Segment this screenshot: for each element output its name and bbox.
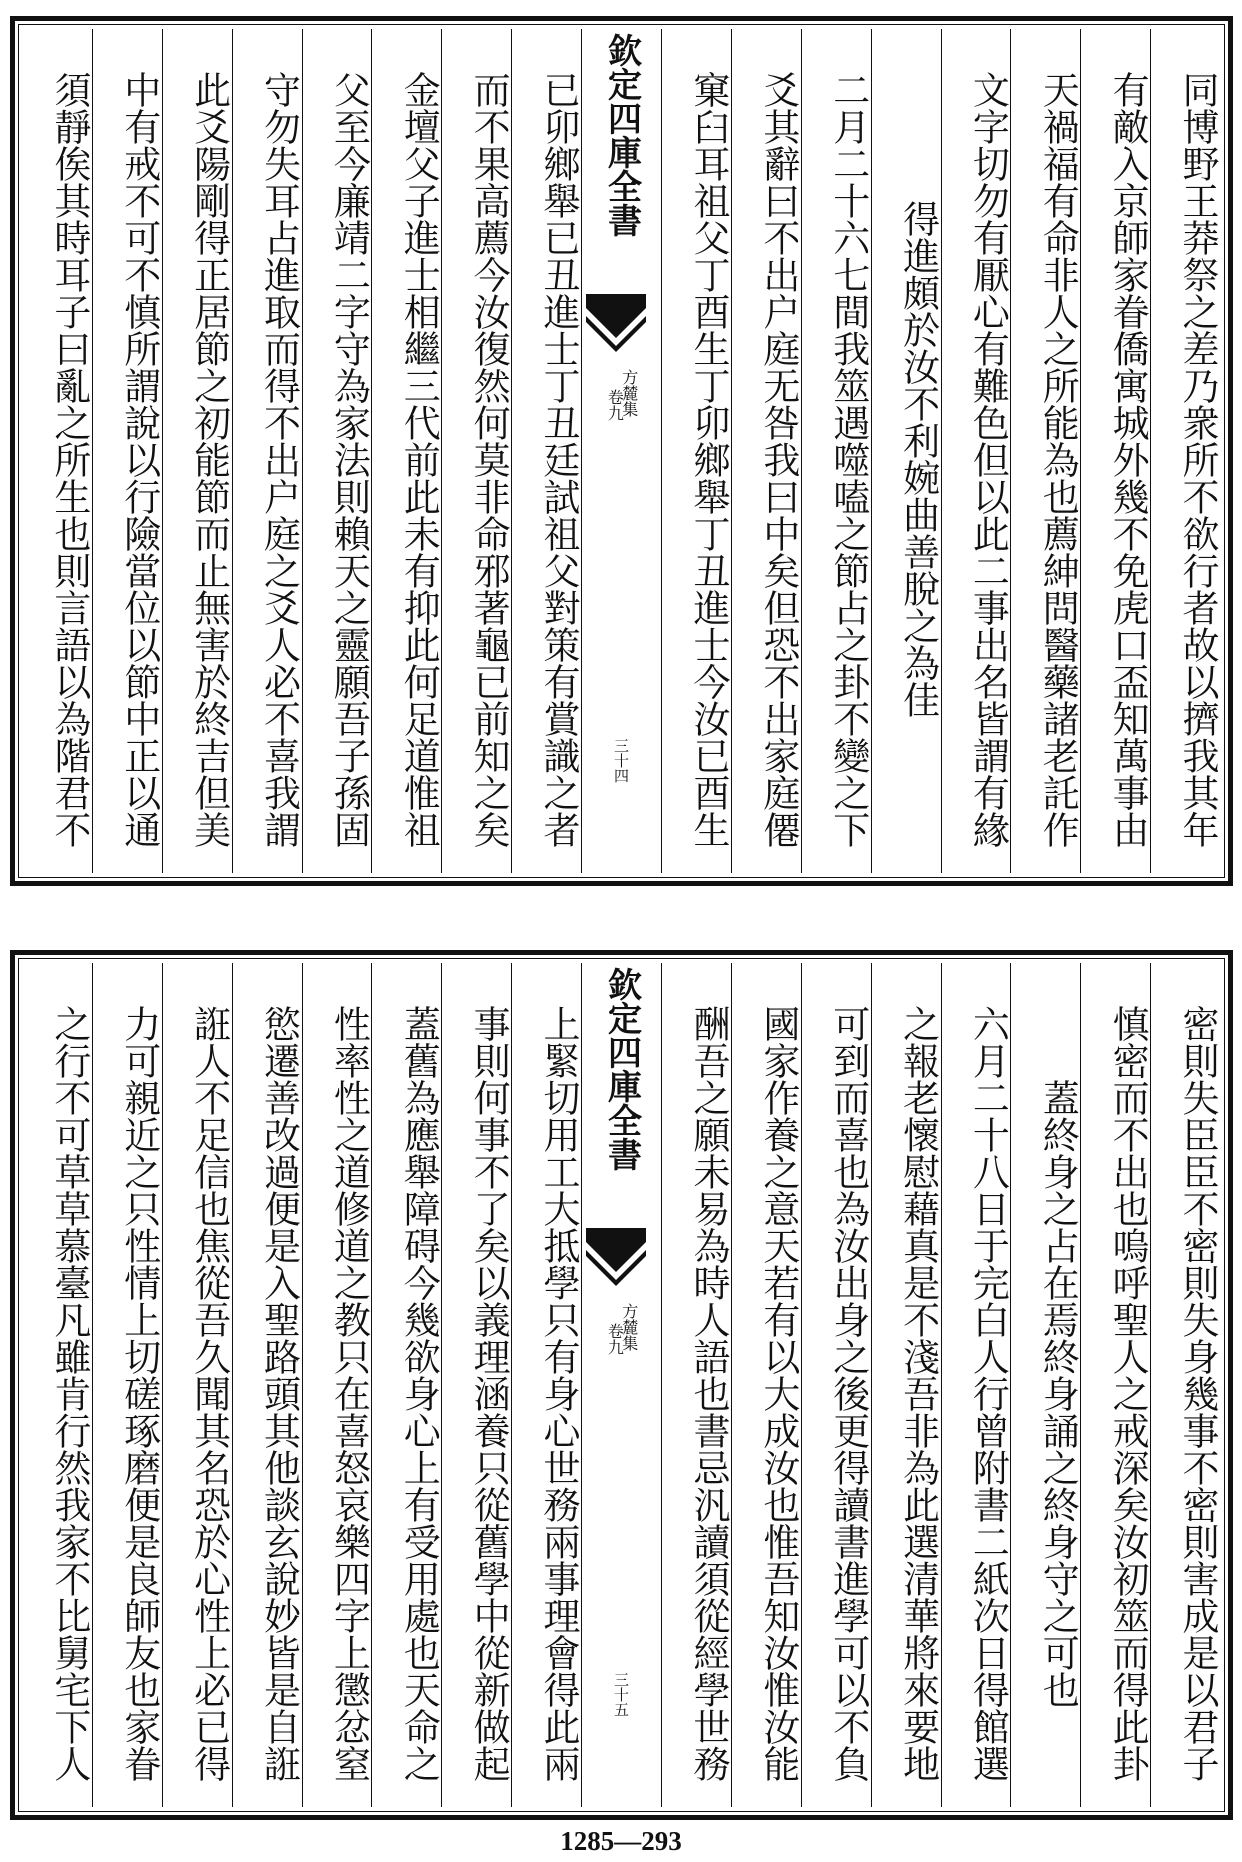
bottom-columns — [23, 963, 1220, 1807]
text-column: 力可親近之只性情上切磋琢磨便是良師友也家眷 — [92, 963, 162, 1807]
text-column: 父至今廉靖二字守為家法則賴天之靈願吾子孫固 — [302, 29, 372, 873]
text-column: 六月二十八日于完白人行曾附書二紙次日得館選 — [941, 963, 1011, 1807]
page-number: 三十四 — [612, 738, 631, 783]
text-column: 國家作養之意天若有以大成汝也惟吾知汝惟汝能 — [731, 963, 801, 1807]
text-column: 密則失臣臣不密則失身幾事不密則害成是以君子 — [1150, 963, 1220, 1807]
page-number: 三十五 — [612, 1672, 631, 1717]
text-column: 事則何事不了矣以義理涵養只從舊學中從新做起 — [441, 963, 511, 1807]
text-column: 性率性之道修道之教只在喜怒哀樂四字上懲忿窒 — [302, 963, 372, 1807]
book-title: 欽定四庫全書 — [601, 33, 642, 237]
text-column: 之報老懷慰藉真是不淺吾非為此選清華將來要地 — [871, 963, 941, 1807]
center-margin-column — [581, 963, 661, 1807]
page-footer-number: 1285—293 — [560, 1826, 682, 1856]
center-margin-column — [581, 29, 661, 873]
text-column: 窠臼耳祖父丁酉生丁卯鄉舉丁丑進士今汝已酉生 — [661, 29, 731, 873]
text-column: 蓋終身之占在焉終身誦之終身守之可也 — [1010, 963, 1080, 1807]
text-column: 同博野王莽祭之差乃衆所不欲行者故以擠我其年 — [1150, 29, 1220, 873]
text-column: 文字切勿有厭心有難色但以此二事出名皆謂有緣 — [941, 29, 1011, 873]
text-column: 爻其辭曰不出户庭无咎我曰中矣但恐不出家庭僊 — [731, 29, 801, 873]
text-column: 可到而喜也為汝出身之後更得讀書進學可以不負 — [801, 963, 871, 1807]
text-column: 上緊切用工大抵學只有身心世務兩事理會得此兩 — [511, 963, 581, 1807]
text-column: 二月二十六七間我筮遇噬嗑之節占之卦不變之下 — [801, 29, 871, 873]
collection-title: 方麓集 — [619, 369, 639, 417]
text-column: 誑人不足信也焦從吾久聞其名恐於心性上必已得 — [162, 963, 232, 1807]
text-column: 有敵入京師家眷僑寓城外幾不免虎口盃知萬事由 — [1080, 29, 1150, 873]
fish-tail-mark-icon — [586, 294, 646, 354]
text-column: 得進頗於汝不利婉曲善脫之為佳 — [871, 29, 941, 873]
text-column: 蓋舊為應舉障碍今幾欲身心上有受用處也天命之 — [371, 963, 441, 1807]
top-columns — [23, 29, 1220, 873]
top-page-panel — [10, 16, 1233, 886]
text-column: 天禍福有命非人之所能為也薦紳問醫藥諸老託作 — [1010, 29, 1080, 873]
text-column: 須靜俟其時耳子曰亂之所生也則言語以為階君不 — [47, 70, 91, 848]
text-column: 守勿失耳占進取而得不出户庭之爻人必不喜我謂 — [232, 29, 302, 873]
text-column: 慾遷善改過便是入聖路頭其他談玄說妙皆是自誑 — [232, 963, 302, 1807]
fish-tail-mark-icon — [586, 1228, 646, 1288]
text-column: 中有戒不可不慎所謂說以行險當位以節中正以通 — [92, 29, 162, 873]
text-column: 之行不可草草慕臺凡雖肯行然我家不比舅宅下人 — [47, 1004, 91, 1782]
text-column: 而不果高薦今汝復然何莫非命邪著龜已前知之矣 — [441, 29, 511, 873]
collection-title: 方麓集 — [619, 1303, 639, 1351]
text-column: 慎密而不出也嗚呼聖人之戒深矣汝初筮而得此卦 — [1080, 963, 1150, 1807]
text-column: 已卯鄉舉已丑進士丁丑廷試祖父對策有賞識之者 — [511, 29, 581, 873]
text-column: 酬吾之願未易為時人語也書忌汎讀須從經學世務 — [661, 963, 731, 1807]
book-title: 欽定四庫全書 — [601, 967, 642, 1171]
text-column: 金壇父子進士相繼三代前此未有抑此何足道惟祖 — [371, 29, 441, 873]
volume-label: 卷九 — [605, 1323, 625, 1355]
text-column: 此爻陽剛得正居節之初能節而止無害於終吉但美 — [162, 29, 232, 873]
volume-label: 卷九 — [605, 389, 625, 421]
bottom-page-panel — [10, 950, 1233, 1820]
